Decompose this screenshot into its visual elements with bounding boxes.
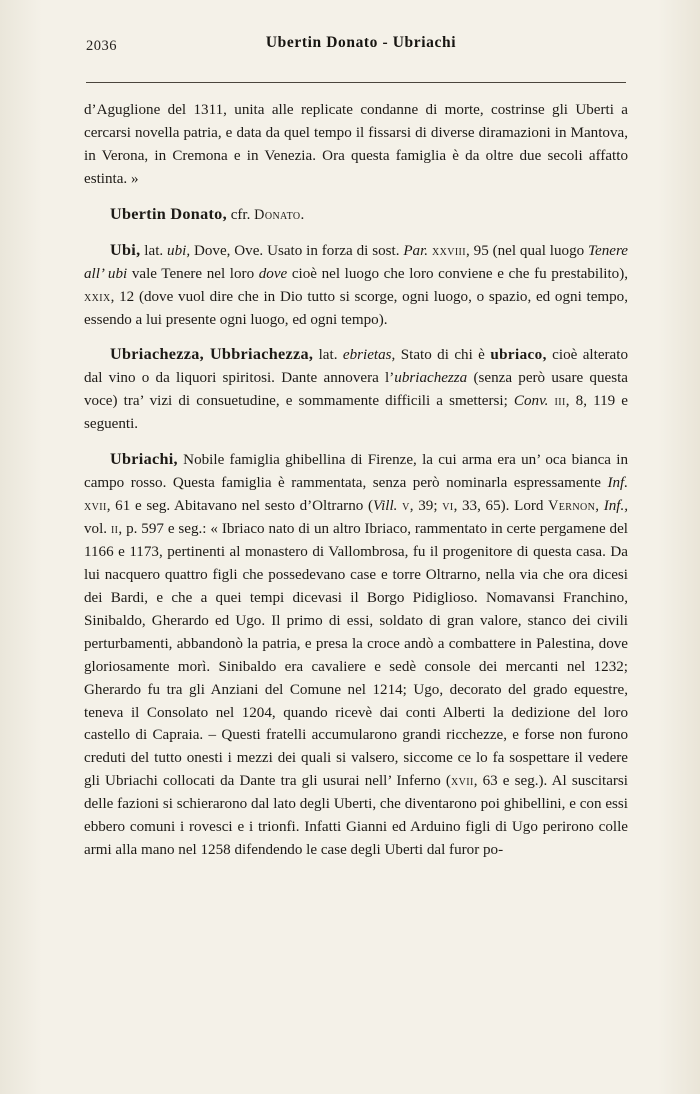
text: cioè nel luogo che loro conviene e che fu prestabilito), xyxy=(287,265,628,282)
text: , 95 (nel qual luogo xyxy=(466,242,589,259)
running-title: Ubertin Donato - Ubriachi xyxy=(265,34,457,51)
entry-ubi xyxy=(84,238,628,332)
text: lat. xyxy=(313,347,343,364)
latin-term: ebrietas, xyxy=(342,347,396,364)
text: . xyxy=(300,206,305,223)
citation-work: Par. xyxy=(403,242,429,259)
headword-ubi: Ubi, xyxy=(110,240,141,259)
text: , xyxy=(595,498,604,515)
text: , 33, 65). Lord xyxy=(453,498,549,515)
text: vale Tenere nel loro xyxy=(127,265,259,282)
citation-canto: xvii xyxy=(450,773,474,790)
italic-term: dove xyxy=(258,265,288,282)
text: , p. 597 e seg.: « Ibriaco nato di un altro Ibriaco, rammentato in certe pergamene del 1166 e 1173, pertinenti al monastero di Vallombrosa, fu il progenitore di questa casa. Da lui nacquero quattro figli che possedevano case e torre Oltrarno, nella via che ora dicesi dei Bardi, e che a quei tempi dicevasi il Borgo Pidiglioso. Nomavansi Franchino, Sinibaldo, Gherardo ed Ugo. Il primo di essi, soldato di gran valore, stanco dei civili perturbamenti, abbandonò la patria, e presa la croce andò a combattere in Palestina, dove gloriosamente morì. Sinibaldo era cavaliere e sedè console dei mercanti nel 1232; Gherardo fu tra gli Anziani del Comune nel 1214; Ugo, decorato del grado equestre, teneva il Consolato nel 1204, quando ricevè dai conti Alberti la dedizione del loro castello di Capraia. – Questi fratelli accumularono grandi ricchezze, e forse non furono creduti del tutto onesti i mezzi dei quali si valsero, siccome ce lo fa sospettare il vedere gli Ubriachi collocati da Dante tra gli usurai nell’ Inferno ( xyxy=(84,521,628,790)
citation-work: Vill. xyxy=(373,498,398,515)
headword-ubertin-donato: Ubertin Donato, xyxy=(110,204,227,223)
italic-term: ubriachezza xyxy=(394,370,468,387)
bold-term-ubriaco: ubriaco, xyxy=(490,347,547,364)
citation-canto: xxix xyxy=(84,288,111,305)
text: , 8, 119 e seguenti. xyxy=(84,393,628,433)
text: cfr. xyxy=(226,206,255,223)
text: cioè alterato dal vino o da liquori spiritosi. Dante annovera l’ xyxy=(84,347,628,387)
entry-ubriachi xyxy=(84,447,628,862)
citation-book: v xyxy=(402,498,410,515)
author-name: Vernon xyxy=(548,498,596,515)
page-header xyxy=(84,34,628,64)
citation-canto: xvii xyxy=(84,498,107,515)
body-column xyxy=(84,99,628,862)
text: Nobile famiglia ghibellina di Firenze, la cui arma era un’ oca bianca in campo rosso. Questa famiglia è rammentata, senza però nominarla espressamente xyxy=(84,452,628,492)
citation-book: iii xyxy=(554,393,566,410)
citation-volume: ii xyxy=(110,521,119,537)
text: Dove, Ove. Usato in forza di sost. xyxy=(190,242,404,259)
citation-work: Inf., xyxy=(603,498,629,515)
paragraph-continuation: d’Aguglione del 1311, unita alle replicate condanne di morte, costrinse gli Uberti a cercarsi novella patria, e data da quel tempo il fissarsi di diverse diramazioni in Mantova, in Verona, in Cremona e in Venezia. Ora questa famiglia è da oltre due secoli affatto estinta. » xyxy=(84,102,628,187)
citation-work: Conv. xyxy=(513,393,549,410)
italic-term: ubi, xyxy=(167,242,191,259)
citation-work: Inf. xyxy=(607,475,628,492)
text: lat. xyxy=(140,242,168,259)
text: , 12 (dove vuol dire che in Dio tutto si scorge, ogni luogo, o spazio, ed ogni tempo, essendo a lui presente ogni luogo, ed ogni tempo). xyxy=(84,288,628,328)
text: , 63 e seg.). Al suscitarsi delle fazioni si schierarono dal lato degli Uberti, che diventarono poi ghibellini, e con essi ebbero comuni i rovesci e i trionfi. Infatti Gianni ed Arduino figli di Ugo perirono colle armi alla mano nel 1258 difendendo le case degli Uberti dal furor po- xyxy=(84,773,629,859)
entry-ubriachezza xyxy=(84,342,628,436)
header-rule xyxy=(86,82,626,83)
entry-ubertin-donato xyxy=(84,202,628,227)
headword-ubriachezza: Ubriachezza, Ubbriachezza, xyxy=(110,345,314,364)
citation-canto: xxviii xyxy=(431,242,467,259)
text: , 39; xyxy=(409,498,443,515)
headword-ubriachi: Ubriachi, xyxy=(110,450,178,469)
text: Stato di chi è xyxy=(395,347,491,364)
cross-reference-donato: Donato xyxy=(254,206,301,223)
folio-number: 2036 xyxy=(86,38,117,54)
text: , 61 e seg. Abitavano nel sesto d’Oltrarno ( xyxy=(106,498,373,515)
text: (senza però usare questa voce) tra’ vizi di consuetudine, e sommamente difficili a smettersi; xyxy=(84,370,628,410)
italic-quote: Tenere all’ ubi xyxy=(84,242,628,282)
citation-book: vi xyxy=(442,498,454,515)
text: vol. xyxy=(84,521,111,537)
